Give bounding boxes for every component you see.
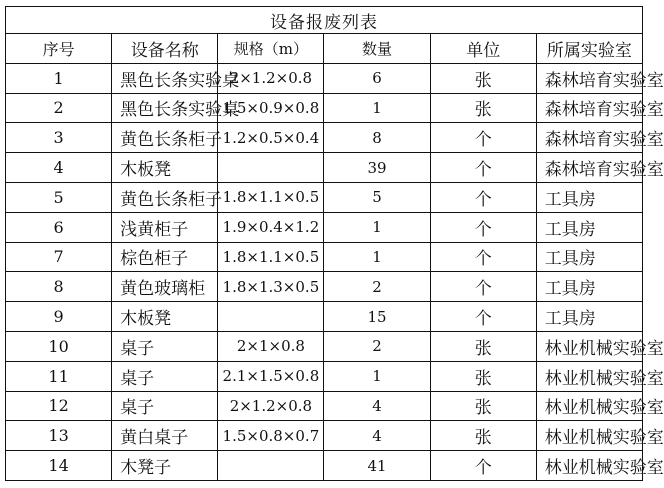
cell-specification: 1.8×1.1×0.5	[218, 182, 324, 212]
cell-serial-number: 14	[6, 451, 112, 481]
cell-specification: 2×1.2×0.8	[218, 391, 324, 421]
cell-quantity: 39	[324, 153, 430, 183]
cell-equipment-name: 木板凳	[112, 302, 218, 332]
table-row	[6, 421, 643, 451]
cell-quantity: 2	[324, 272, 430, 302]
cell-equipment-name: 黄色长条柜子	[112, 123, 218, 153]
cell-quantity: 1	[324, 212, 430, 242]
cell-unit: 张	[430, 331, 536, 361]
table-row	[6, 451, 643, 481]
cell-specification: 1.2×0.5×0.4	[218, 123, 324, 153]
cell-laboratory: 森林培育实验室	[536, 63, 642, 93]
cell-unit: 张	[430, 391, 536, 421]
header-specification: 规格（m）	[218, 34, 324, 64]
table-row	[6, 212, 643, 242]
header-equipment-name: 设备名称	[112, 34, 218, 64]
cell-serial-number: 12	[6, 391, 112, 421]
cell-specification: 2.1×1.5×0.8	[218, 361, 324, 391]
cell-unit: 张	[430, 361, 536, 391]
cell-equipment-name: 黑色长条实验桌	[112, 93, 218, 123]
cell-equipment-name: 黑色长条实验桌	[112, 63, 218, 93]
cell-quantity: 2	[324, 331, 430, 361]
cell-unit: 个	[430, 153, 536, 183]
cell-serial-number: 6	[6, 212, 112, 242]
header-laboratory: 所属实验室	[536, 34, 642, 64]
cell-equipment-name: 桌子	[112, 331, 218, 361]
cell-quantity: 1	[324, 361, 430, 391]
cell-quantity: 6	[324, 63, 430, 93]
cell-serial-number: 11	[6, 361, 112, 391]
cell-quantity: 4	[324, 421, 430, 451]
cell-equipment-name: 棕色柜子	[112, 242, 218, 272]
cell-equipment-name: 浅黄柜子	[112, 212, 218, 242]
cell-equipment-name: 黄色长条柜子	[112, 182, 218, 212]
cell-serial-number: 2	[6, 93, 112, 123]
cell-unit: 个	[430, 451, 536, 481]
title-row	[6, 7, 643, 34]
cell-serial-number: 7	[6, 242, 112, 272]
table-row	[6, 93, 643, 123]
cell-serial-number: 9	[6, 302, 112, 332]
cell-serial-number: 1	[6, 63, 112, 93]
cell-specification: 1.9×0.4×1.2	[218, 212, 324, 242]
cell-specification: 2×1.2×0.8	[218, 63, 324, 93]
cell-specification	[218, 153, 324, 183]
cell-laboratory: 工具房	[536, 302, 642, 332]
cell-laboratory: 林业机械实验室	[536, 391, 642, 421]
cell-serial-number: 4	[6, 153, 112, 183]
table-title: 设备报废列表	[6, 7, 643, 34]
table-row	[6, 182, 643, 212]
cell-serial-number: 13	[6, 421, 112, 451]
cell-laboratory: 林业机械实验室	[536, 421, 642, 451]
cell-unit: 张	[430, 93, 536, 123]
cell-laboratory: 林业机械实验室	[536, 451, 642, 481]
table-row	[6, 391, 643, 421]
cell-specification	[218, 451, 324, 481]
cell-quantity: 41	[324, 451, 430, 481]
cell-specification: 2×1×0.8	[218, 331, 324, 361]
header-unit: 单位	[430, 34, 536, 64]
cell-unit: 张	[430, 63, 536, 93]
table-row	[6, 331, 643, 361]
cell-unit: 个	[430, 272, 536, 302]
table-row	[6, 302, 643, 332]
cell-laboratory: 林业机械实验室	[536, 361, 642, 391]
table-body	[6, 63, 664, 480]
header-serial-number: 序号	[6, 34, 112, 64]
cell-unit: 个	[430, 302, 536, 332]
cell-equipment-name: 木板凳	[112, 153, 218, 183]
cell-serial-number: 3	[6, 123, 112, 153]
cell-laboratory: 工具房	[536, 182, 642, 212]
table-row	[6, 361, 643, 391]
cell-specification	[218, 302, 324, 332]
cell-unit: 个	[430, 212, 536, 242]
cell-laboratory: 工具房	[536, 272, 642, 302]
cell-unit: 个	[430, 123, 536, 153]
cell-quantity: 1	[324, 242, 430, 272]
table-row	[6, 63, 643, 93]
cell-equipment-name: 桌子	[112, 391, 218, 421]
cell-specification: 1.5×0.8×0.7	[218, 421, 324, 451]
cell-specification: 1.8×1.3×0.5	[218, 272, 324, 302]
cell-serial-number: 10	[6, 331, 112, 361]
cell-equipment-name: 黄白桌子	[112, 421, 218, 451]
table-row	[6, 123, 643, 153]
cell-laboratory: 森林培育实验室	[536, 153, 642, 183]
cell-unit: 张	[430, 421, 536, 451]
cell-equipment-name: 木凳子	[112, 451, 218, 481]
cell-unit: 个	[430, 242, 536, 272]
equipment-scrap-table	[5, 6, 664, 481]
document-page	[5, 6, 664, 479]
table-row	[6, 272, 643, 302]
cell-serial-number: 5	[6, 182, 112, 212]
cell-equipment-name: 桌子	[112, 361, 218, 391]
cell-quantity: 4	[324, 391, 430, 421]
cell-specification: 1.5×0.9×0.8	[218, 93, 324, 123]
cell-quantity: 1	[324, 93, 430, 123]
cell-quantity: 8	[324, 123, 430, 153]
cell-specification: 1.8×1.1×0.5	[218, 242, 324, 272]
cell-unit: 个	[430, 182, 536, 212]
header-row	[6, 34, 643, 64]
cell-laboratory: 森林培育实验室	[536, 93, 642, 123]
cell-serial-number: 8	[6, 272, 112, 302]
table-row	[6, 153, 643, 183]
cell-quantity: 15	[324, 302, 430, 332]
cell-laboratory: 森林培育实验室	[536, 123, 642, 153]
header-quantity: 数量	[324, 34, 430, 64]
cell-laboratory: 林业机械实验室	[536, 331, 642, 361]
cell-laboratory: 工具房	[536, 212, 642, 242]
cell-equipment-name: 黄色玻璃柜	[112, 272, 218, 302]
cell-quantity: 5	[324, 182, 430, 212]
cell-laboratory: 工具房	[536, 242, 642, 272]
table-row	[6, 242, 643, 272]
